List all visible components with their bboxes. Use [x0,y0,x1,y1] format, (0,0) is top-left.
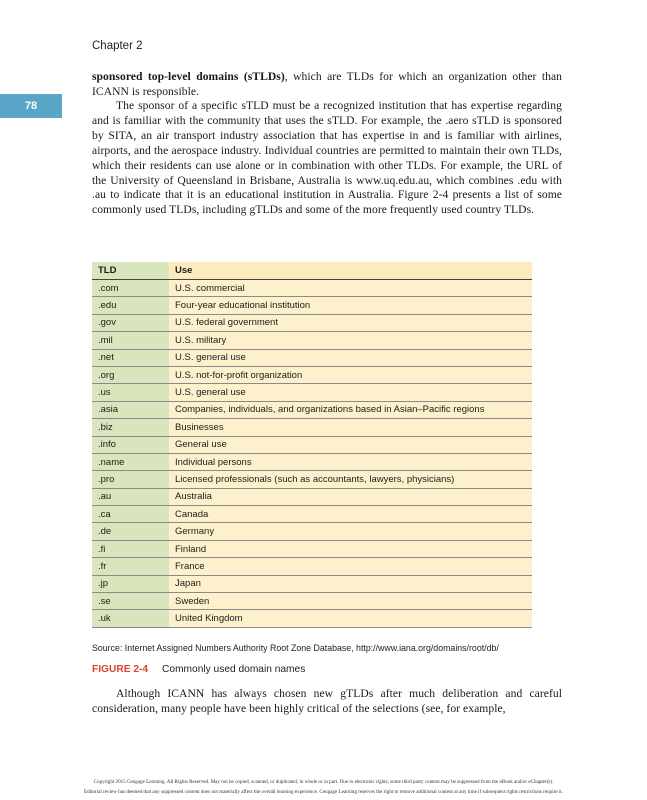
column-header-use: Use [169,262,532,280]
tld-cell: .edu [92,297,169,314]
use-cell: U.S. general use [169,384,532,401]
tld-cell: .de [92,523,169,540]
tld-cell: .biz [92,419,169,436]
use-cell: General use [169,436,532,453]
table-row [92,314,532,331]
use-cell: U.S. federal government [169,314,532,331]
use-cell: U.S. military [169,332,532,349]
tld-cell: .fi [92,540,169,557]
tld-cell: .ca [92,506,169,523]
figure-label: FIGURE 2-4 [92,664,149,675]
table-row [92,401,532,418]
tld-cell: .asia [92,401,169,418]
table-row [92,610,532,627]
table-row [92,453,532,470]
table-row [92,349,532,366]
figure-caption [92,664,305,675]
paragraph-text: , which are TLDs for which an organization other than ICANN is responsible. [92,70,563,98]
column-header-tld: TLD [92,262,169,280]
use-cell: Germany [169,523,532,540]
use-cell: Finland [169,540,532,557]
use-cell: Four-year educational institution [169,297,532,314]
table-header-row [92,262,532,280]
use-cell: Companies, individuals, and organizations based in Asian–Pacific regions [169,401,532,418]
tld-cell: .mil [92,332,169,349]
table-row [92,384,532,401]
use-cell: Australia [169,488,532,505]
copyright-line-2: Editorial review has deemed that any suppressed content does not materially affect the overall learning experience. Cengage Learning reserves the right to remove additional content at any time if subsequent rights restrictions require it. [84,789,563,795]
tld-cell: .jp [92,575,169,592]
table-row [92,575,532,592]
use-cell: Licensed professionals (such as accountants, lawyers, physicians) [169,471,532,488]
use-cell: Businesses [169,419,532,436]
tld-cell: .us [92,384,169,401]
paragraph-icann-criticism: Although ICANN has always chosen new gTLDs after much deliberation and careful consideration, many people have been highly critical of the selections (see, for example, [92,687,562,715]
use-cell: U.S. not-for-profit organization [169,366,532,383]
use-cell: U.S. commercial [169,280,532,297]
use-cell: Canada [169,506,532,523]
table-body [92,280,532,628]
tld-cell: .com [92,280,169,297]
table-row [92,540,532,557]
table-row [92,366,532,383]
tld-cell: .gov [92,314,169,331]
tld-table [92,262,532,628]
use-cell: Japan [169,575,532,592]
use-cell: Individual persons [169,453,532,470]
table-row [92,419,532,436]
table-row [92,593,532,610]
table-row [92,280,532,297]
table-row [92,297,532,314]
table-row [92,471,532,488]
key-term: sponsored top-level domains (sTLDs) [92,70,285,83]
table-row [92,332,532,349]
table-row [92,558,532,575]
table-row [92,523,532,540]
table-source: Source: Internet Assigned Numbers Authority Root Zone Database, http://www.iana.org/domains/root/db/ [92,643,499,653]
tld-cell: .uk [92,610,169,627]
tld-cell: .pro [92,471,169,488]
table-row [92,436,532,453]
figure-caption-text: Commonly used domain names [162,664,306,675]
table-row [92,506,532,523]
table-row [92,488,532,505]
tld-cell: .org [92,366,169,383]
use-cell: United Kingdom [169,610,532,627]
paragraph-sponsored-tlds [92,70,562,100]
tld-cell: .info [92,436,169,453]
tld-cell: .name [92,453,169,470]
tld-cell: .net [92,349,169,366]
copyright-line-1: Copyright 2015 Cengage Learning. All Rights Reserved. May not be copied, scanned, or duplicated, in whole or in part. Due to electronic rights, some third party content may be suppressed from the eBook and/or eChapter(s). [93,779,554,785]
tld-cell: .se [92,593,169,610]
page-number-tab: 78 [0,94,62,118]
use-cell: U.S. general use [169,349,532,366]
chapter-header: Chapter 2 [92,40,143,52]
tld-cell: .au [92,488,169,505]
use-cell: Sweden [169,593,532,610]
tld-cell: .fr [92,558,169,575]
use-cell: France [169,558,532,575]
paragraph-sponsor-explanation: The sponsor of a specific sTLD must be a recognized institution that has expertise regarding and is familiar with the community that uses the sTLD. For example, the .aero sTLD is sponsored by SITA, an air transport industry association that has expertise in and is familiar with airlines, airports, and the aerospace industry. Individual countries are permitted to maintain their own TLDs, which their residents can use alone or in combination with other TLDs. For example, the URL of the University of Queensland in Brisbane, Australia is www.uq.edu.au, which combines .edu with .au to indicate that it is an educational institution in Australia. Figure 2-4 presents a list of some commonly used TLDs, including gTLDs and some of the more frequently used country TLDs. [92,99,562,217]
